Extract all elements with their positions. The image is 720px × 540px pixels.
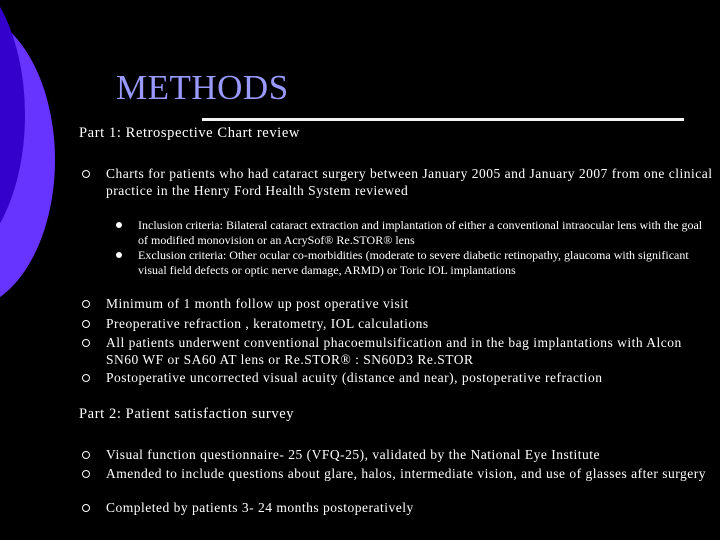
hollow-bullet-icon [82,374,90,382]
hollow-bullet-icon [82,320,90,328]
bullet-text: Postoperative uncorrected visual acuity (distance and near), postoperative refraction [106,370,603,385]
part2-heading: Part 2: Patient satisfaction survey [79,406,295,422]
part1-heading: Part 1: Retrospective Chart review [79,125,300,141]
hollow-bullet-icon [82,470,90,478]
bullet-text: Preoperative refraction , keratometry, IOL calculations [106,316,429,331]
bullet-text: Visual function questionnaire- 25 (VFQ-25), validated by the National Eye Institute [106,447,600,462]
slide-title: METHODS [116,68,289,107]
hollow-bullet-icon [82,170,90,178]
bullet-text: All patients underwent conventional phacoemulsification and in the bag implantations with Alcon SN60 WF or SA60 AT lens or Re.STOR® : SN60D3 Re.STOR [106,335,682,367]
sub-bullet-text: Inclusion criteria: Bilateral cataract extraction and implantation of either a conventional intraocular lens with the goal of modified monovision or an AcrySof® Re.STOR® lens [138,218,703,247]
hollow-bullet-icon [82,504,90,512]
filled-bullet-icon [116,222,122,228]
bullet-text: Completed by patients 3- 24 months postoperatively [106,500,414,515]
title-underline [202,118,684,121]
filled-bullet-icon [116,252,122,258]
hollow-bullet-icon [82,339,90,347]
sub-bullet-text: Exclusion criteria: Other ocular co-morbidities (moderate to severe diabetic retinopathy, glaucoma with significant visual field defects or optic nerve damage, ARMD) or Toric IOL implantations [138,248,689,277]
bullet-text: Minimum of 1 month follow up post operative visit [106,296,409,311]
bullet-text: Amended to include questions about glare, halos, intermediate vision, and use of glasses after surgery [106,466,706,481]
hollow-bullet-icon [82,300,90,308]
bullet-text: Charts for patients who had cataract surgery between January 2005 and January 2007 from one clinical practice in the Henry Ford Health System reviewed [106,166,713,198]
hollow-bullet-icon [82,451,90,459]
